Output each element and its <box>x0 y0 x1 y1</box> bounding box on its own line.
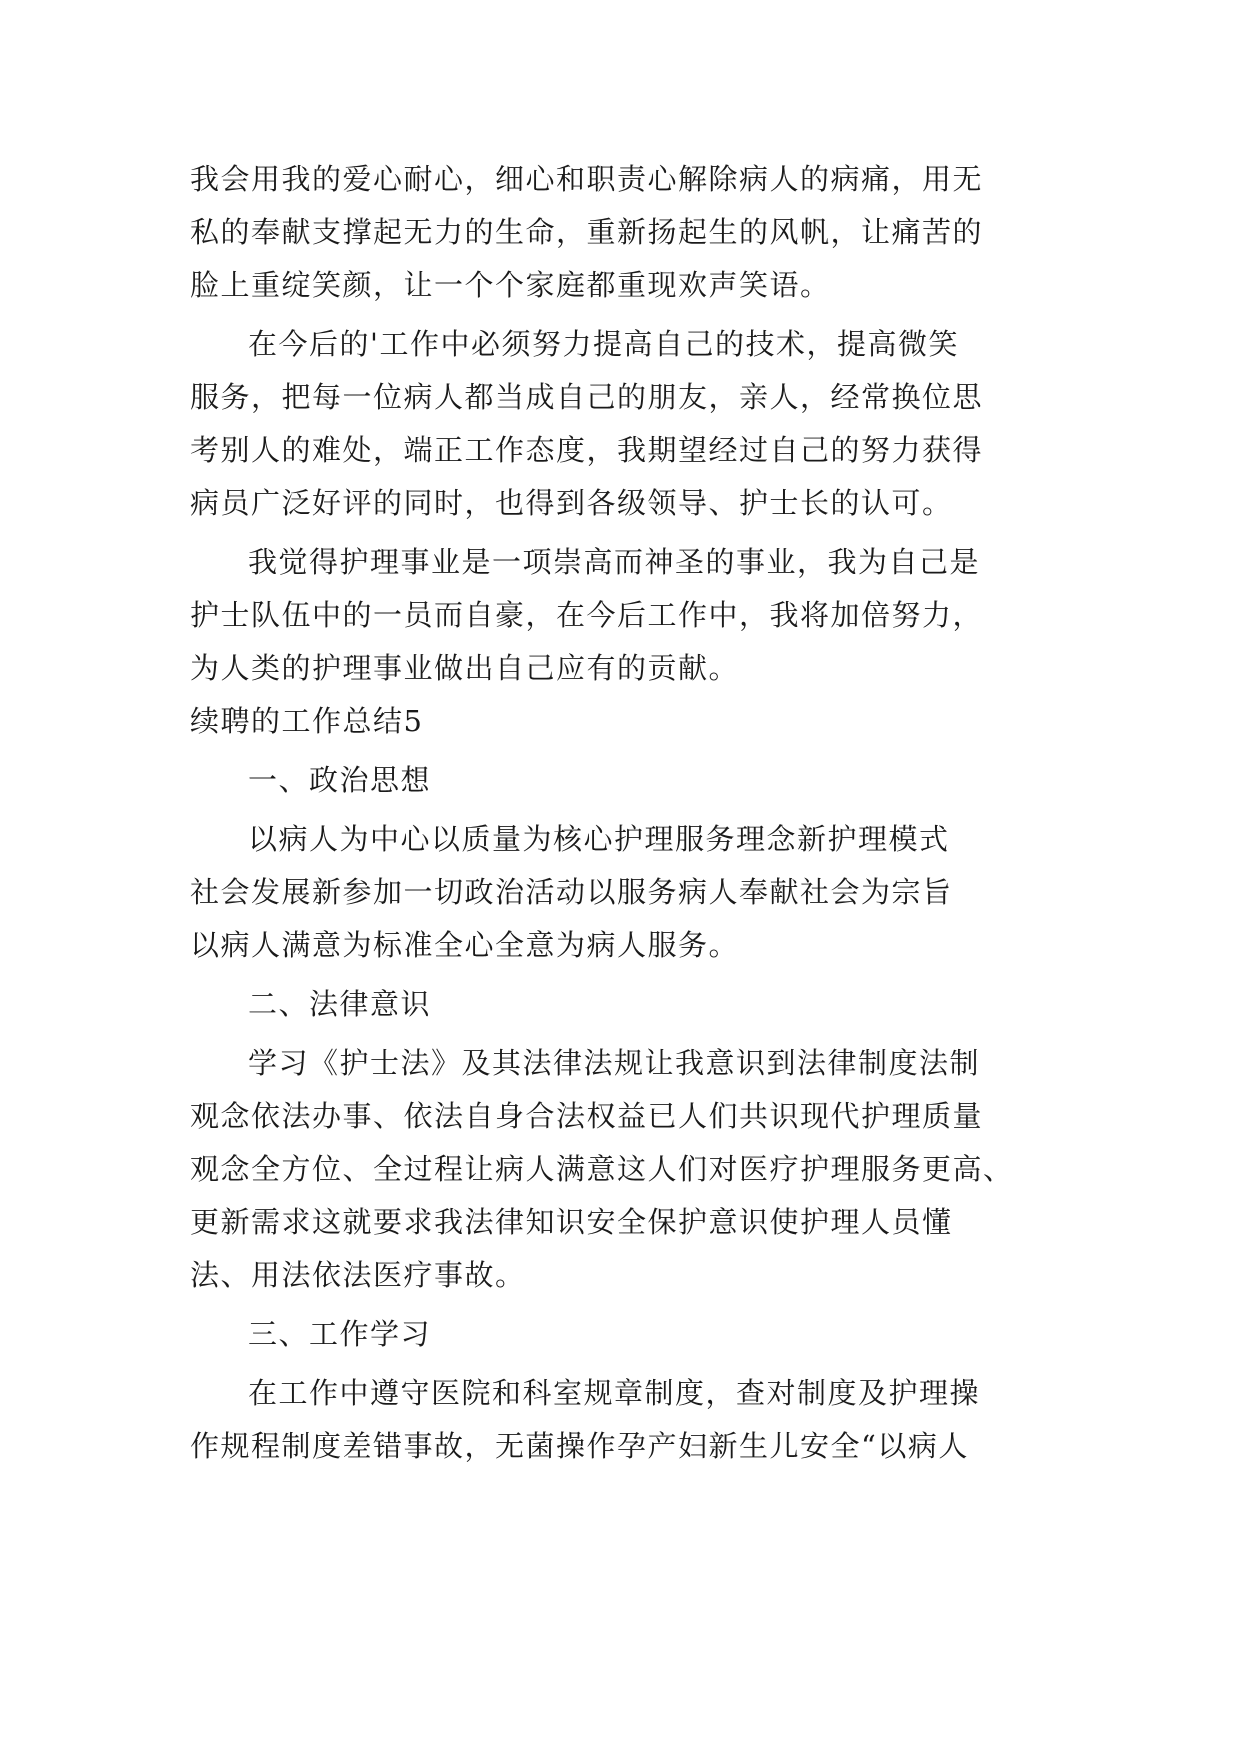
text-line: 病员广泛好评的同时，也得到各级领导、护士长的认可。 <box>190 486 953 520</box>
section-heading-1 <box>190 754 1050 807</box>
text-line: 学习《护士法》及其法律法规让我意识到法律制度法制 <box>248 1046 981 1080</box>
section-heading-text: 三、工作学习 <box>248 1317 432 1351</box>
text-line: 考别人的难处，端正工作态度，我期望经过自己的努力获得 <box>190 433 984 467</box>
text-line: 我会用我的爱心耐心，细心和职责心解除病人的病痛，用无 <box>190 162 984 196</box>
section-title <box>190 695 1050 748</box>
text-line: 为人类的护理事业做出自己应有的贡献。 <box>190 651 740 685</box>
paragraph-1 <box>190 153 1050 312</box>
text-line: 在工作中遵守医院和科室规章制度，查对制度及护理操 <box>248 1376 981 1410</box>
text-line: 我觉得护理事业是一项崇高而神圣的事业，我为自己是 <box>248 545 981 579</box>
text-line: 社会发展新参加一切政治活动以服务病人奉献社会为宗旨 <box>190 875 953 909</box>
section-heading-3 <box>190 1308 1050 1361</box>
text-line: 以病人为中心以质量为核心护理服务理念新护理模式 <box>248 822 950 856</box>
document-body <box>190 153 1050 1473</box>
text-line: 私的奉献支撑起无力的生命，重新扬起生的风帆，让痛苦的 <box>190 215 984 249</box>
text-line: 护士队伍中的一员而自豪，在今后工作中，我将加倍努力， <box>190 598 984 632</box>
section-body-2 <box>190 1037 1050 1302</box>
section-heading-text: 一、政治思想 <box>248 763 432 797</box>
text-line: 以病人满意为标准全心全意为病人服务。 <box>190 928 740 962</box>
text-line: 在今后的'工作中必须努力提高自己的技术，提高微笑 <box>248 327 959 361</box>
text-line: 法、用法依法医疗事故。 <box>190 1258 526 1292</box>
section-title-text: 续聘的工作总结5 <box>190 704 424 738</box>
paragraph-3 <box>190 536 1050 695</box>
section-heading-text: 二、法律意识 <box>248 987 432 1021</box>
text-line: 服务，把每一位病人都当成自己的朋友，亲人，经常换位思 <box>190 380 984 414</box>
section-body-1 <box>190 813 1050 972</box>
text-line: 脸上重绽笑颜，让一个个家庭都重现欢声笑语。 <box>190 268 831 302</box>
paragraph-2 <box>190 318 1050 530</box>
section-heading-2 <box>190 978 1050 1031</box>
section-body-3 <box>190 1367 1050 1473</box>
text-line: 作规程制度差错事故，无菌操作孕产妇新生儿安全“以病人 <box>190 1429 969 1463</box>
text-line: 观念全方位、全过程让病人满意这人们对医疗护理服务更高、 <box>190 1152 1014 1186</box>
text-line: 观念依法办事、依法自身合法权益已人们共识现代护理质量 <box>190 1099 984 1133</box>
text-line: 更新需求这就要求我法律知识安全保护意识使护理人员懂 <box>190 1205 953 1239</box>
